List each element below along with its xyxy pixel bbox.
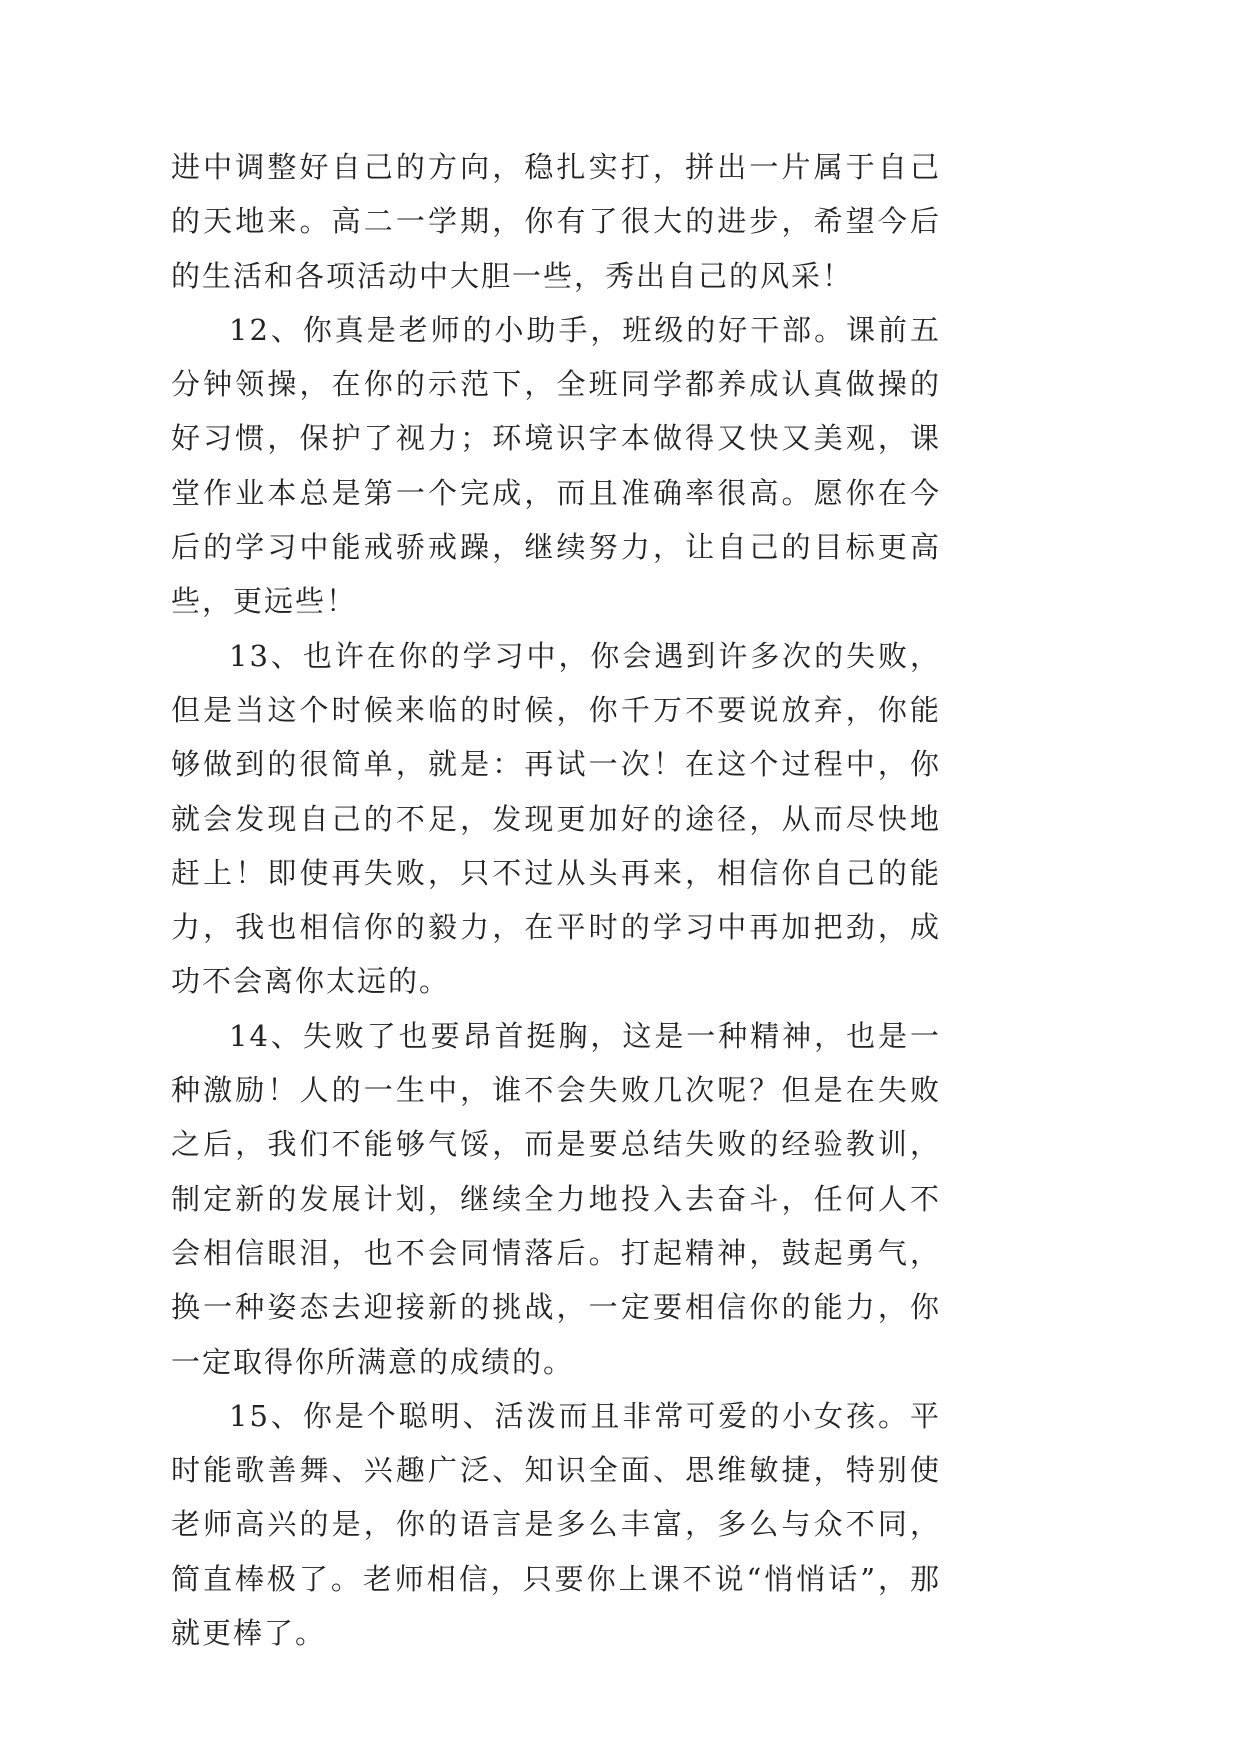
paragraph-continuation: 进中调整好自己的方向，稳扎实打，拼出一片属于自己的天地来。高二一学期，你有了很大的进步，希望今后的生活和各项活动中大胆一些，秀出自己的风采！ <box>171 150 941 293</box>
paragraph-item-14: 14、失败了也要昂首挺胸，这是一种精神，也是一种激励！人的一生中，谁不会失败几次呢？但是在失败之后，我们不能够气馁，而是要总结失败的经验教训，制定新的发展计划，继续全力地投入去奋斗，任何人不会相信眼泪，也不会同情落后。打起精神，鼓起勇气，换一种姿态去迎接新的挑战，一定要相信你的能力，你一定取得你所满意的成绩的。 <box>171 1018 941 1379</box>
paragraph-item-13: 13、也许在你的学习中，你会遇到许多次的失败，但是当这个时候来临的时候，你千万不要说放弃，你能够做到的很简单，就是：再试一次！在这个过程中，你就会发现自己的不足，发现更加好的途径，从而尽快地赶上！即使再失败，只不过从头再来，相信你自己的能力，我也相信你的毅力，在平时的学习中再加把劲，成功不会离你太远的。 <box>171 638 941 999</box>
paragraph-item-15: 15、你是个聪明、活泼而且非常可爱的小女孩。平时能歌善舞、兴趣广泛、知识全面、思维敏捷，特别使老师高兴的是，你的语言是多么丰富，多么与众不同，简直棒极了。老师相信，只要你上课不说“悄悄话”，那就更棒了。 <box>171 1398 941 1651</box>
paragraph-item-12: 12、你真是老师的小助手，班级的好干部。课前五分钟领操，在你的示范下，全班同学都养成认真做操的好习惯，保护了视力；环境识字本做得又快又美观，课堂作业本总是第一个完成，而且准确率很高。愿你在今后的学习中能戒骄戒躁，继续努力，让自己的目标更高些，更远些！ <box>171 312 941 619</box>
document-body <box>171 140 941 1660</box>
